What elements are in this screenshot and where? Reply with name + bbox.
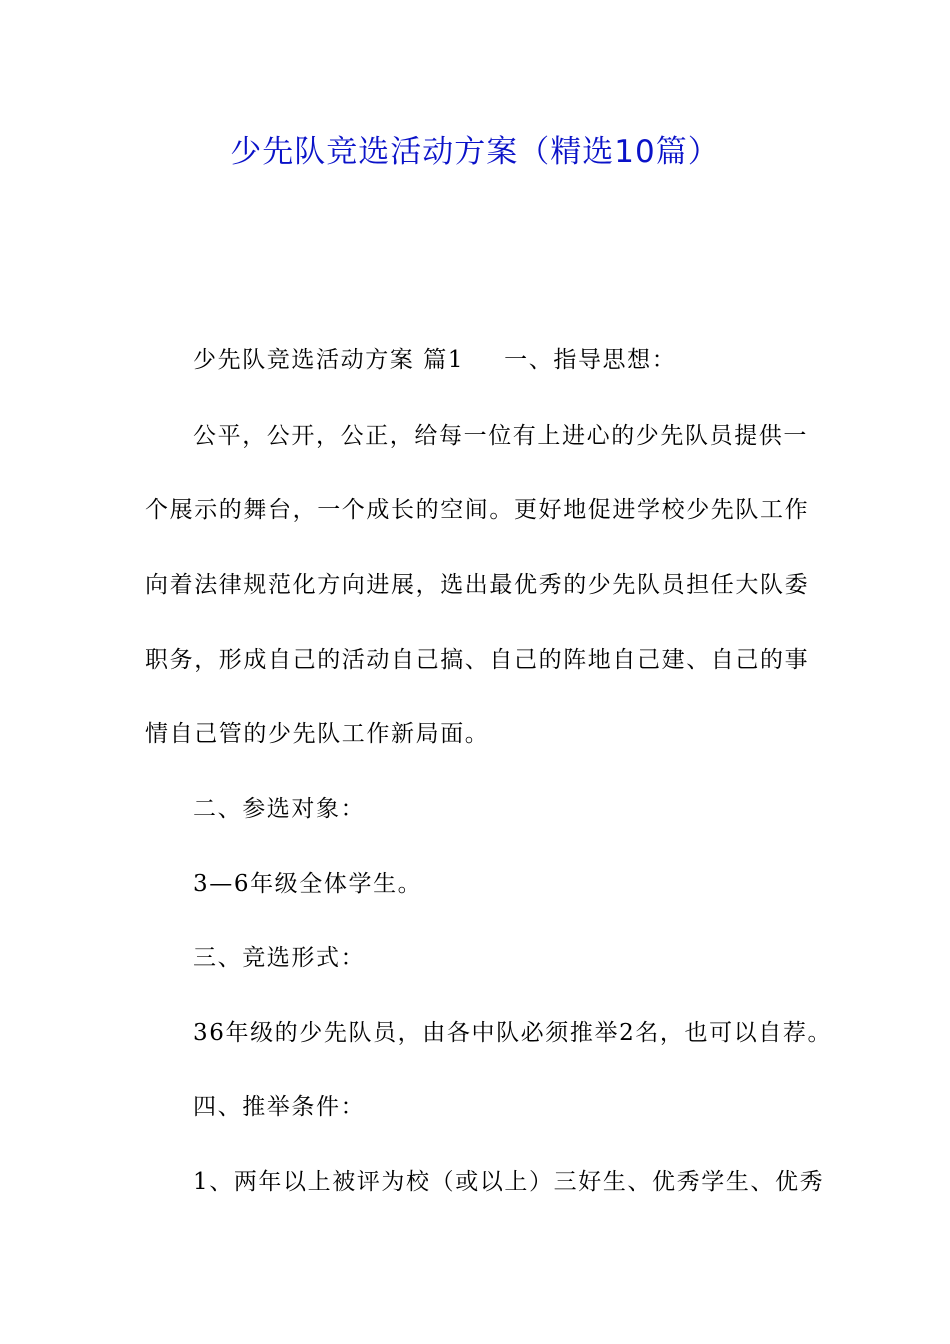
paragraph-line: 情自己管的少先队工作新局面。	[145, 721, 490, 747]
article-heading: 少先队竞选活动方案 篇1	[193, 347, 465, 373]
section-heading-line	[193, 343, 863, 377]
paragraph-line: 个展示的舞台，一个成长的空间。更好地促进学校少先队工作	[145, 497, 810, 523]
section-heading: 三、竞选形式：	[193, 945, 366, 971]
section-heading: 二、参选对象：	[193, 796, 366, 822]
paragraph-line: 公平，公开，公正，给每一位有上进心的少先队员提供一	[193, 423, 808, 449]
section-heading: 一、指导思想：	[504, 347, 677, 373]
paragraph-line: 36年级的少先队员，由各中队必须推举2名，也可以自荐。	[193, 1020, 833, 1046]
paragraph-line: 向着法律规范化方向进展，选出最优秀的少先队员担任大队委	[145, 572, 810, 598]
document-title: 少先队竞选活动方案（精选10篇）	[230, 134, 720, 170]
paragraph-line: 职务，形成自己的活动自己搞、自己的阵地自己建、自己的事	[145, 647, 810, 673]
paragraph-line: 3—6年级全体学生。	[193, 871, 423, 897]
section-heading: 四、推举条件：	[193, 1094, 366, 1120]
paragraph-line: 1、两年以上被评为校（或以上）三好生、优秀学生、优秀	[193, 1169, 825, 1195]
